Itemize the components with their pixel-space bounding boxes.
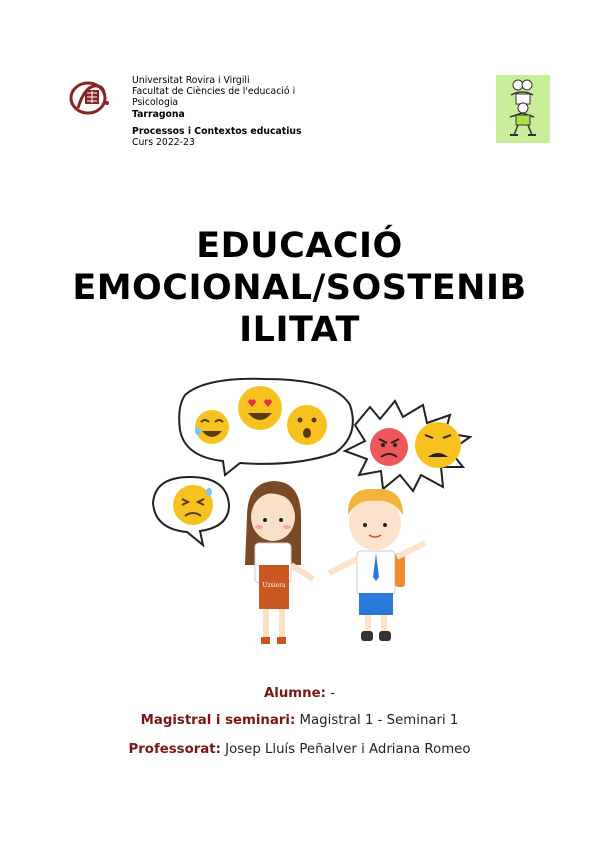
- faculty-line-1: Facultat de Ciències de l'educació i: [132, 86, 296, 98]
- teachers-label: Professorat:: [128, 742, 221, 757]
- teachers-value: Josep Lluís Peñalver i Adriana Romeo: [220, 742, 471, 757]
- emotions-illustration: [145, 375, 495, 655]
- university-name: Universitat Rovira i Virgili: [132, 75, 250, 86]
- city: Tarragona: [132, 108, 185, 120]
- session-label: Magistral i seminari:: [140, 713, 296, 728]
- girl-character: [245, 481, 313, 644]
- heart-eyes-emoji-icon: [238, 386, 282, 430]
- course-year: Curs 2022-23: [132, 137, 195, 149]
- kids-logo: [496, 75, 550, 143]
- apron-text: Uzsiera: [262, 582, 286, 589]
- sad-sweat-emoji-icon: [173, 485, 213, 525]
- course-name: Processos i Contextos educatius: [132, 125, 302, 137]
- header-institution-block: [132, 75, 332, 148]
- angry-red-emoji-icon: [370, 428, 408, 466]
- boy-character: [329, 489, 425, 641]
- student-label: Alumne:: [263, 686, 326, 701]
- teachers-row: [0, 742, 599, 757]
- title-line-2: EMOCIONAL/SOSTENIB: [72, 268, 527, 308]
- university-logo: [68, 78, 114, 116]
- session-value: Magistral 1 - Seminari 1: [295, 713, 459, 728]
- frowning-emoji-icon: [415, 422, 461, 468]
- surprised-emoji-icon: [287, 405, 327, 445]
- document-title: [40, 225, 559, 351]
- laughing-emoji-icon: [195, 410, 229, 444]
- faculty-line-2: Psicologia: [132, 97, 179, 109]
- title-line-3: ILITAT: [239, 310, 360, 350]
- student-row: [0, 686, 599, 701]
- session-row: [0, 713, 599, 728]
- title-line-1: EDUCACIÓ: [196, 226, 403, 266]
- student-value: -: [325, 686, 335, 701]
